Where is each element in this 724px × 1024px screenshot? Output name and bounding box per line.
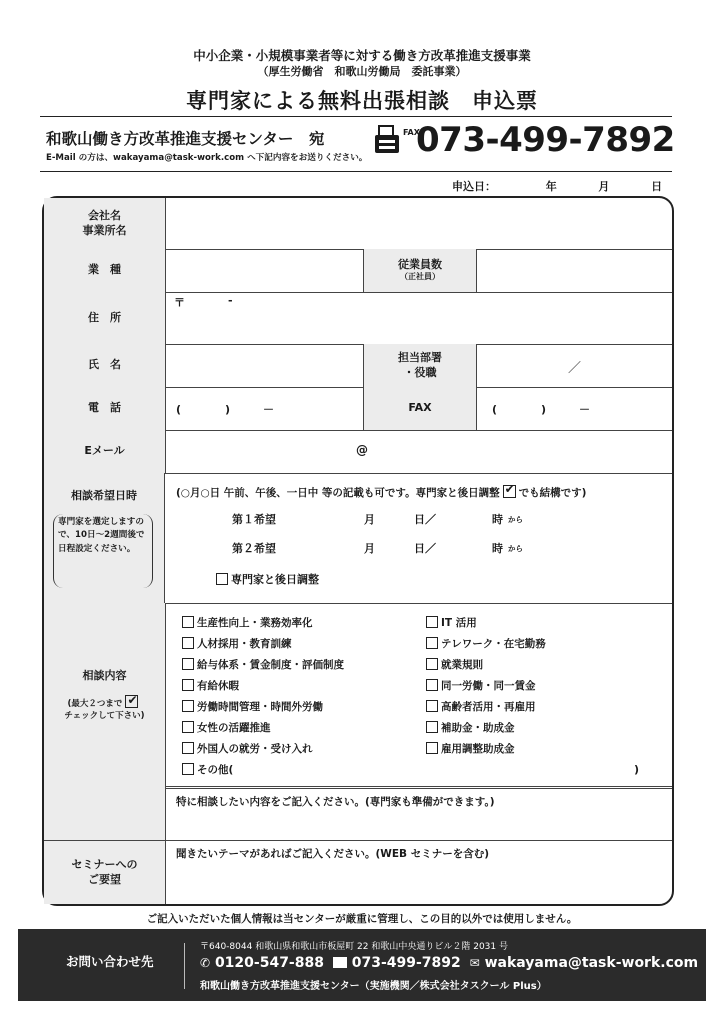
industry-label bbox=[44, 249, 166, 292]
topic-label: 同一労働・同一賃金 bbox=[441, 680, 536, 692]
checkbox-icon bbox=[182, 679, 194, 691]
topic-label: 人材採用・教育訓練 bbox=[197, 638, 292, 650]
footer-divider bbox=[184, 943, 185, 989]
checkbox-icon bbox=[426, 700, 438, 712]
topic-label: その他( bbox=[197, 764, 234, 776]
employees-label bbox=[363, 249, 477, 292]
topics-note-text: (最大２つまで bbox=[67, 699, 123, 710]
schedule-field bbox=[166, 473, 672, 603]
address-label bbox=[44, 292, 166, 344]
topics-note-2: チェックして下さい) bbox=[64, 710, 145, 721]
topic-checkbox[interactable] bbox=[426, 636, 546, 651]
employees-label-sub: （正社員） bbox=[400, 272, 440, 282]
choice1-hour: 時 bbox=[492, 513, 503, 526]
application-date bbox=[452, 178, 662, 194]
topic-label: IT 活用 bbox=[441, 617, 477, 629]
name-field[interactable] bbox=[166, 344, 363, 387]
topic-label: 給与体系・賃金制度・評価制度 bbox=[197, 659, 344, 671]
special-request-prompt: 特に相談したい内容をご記入ください。(専門家も準備ができます。) bbox=[176, 796, 495, 808]
mail-icon: ✉ bbox=[469, 956, 480, 970]
dept-label bbox=[363, 344, 477, 387]
date-year: 年 bbox=[545, 180, 557, 193]
schedule-label bbox=[44, 473, 165, 603]
company-row bbox=[44, 198, 672, 250]
dept-slash: ／ bbox=[568, 361, 582, 376]
fax-format: ( ) － bbox=[492, 403, 591, 416]
topic-checkbox[interactable] bbox=[426, 615, 477, 630]
phone-format: ( ) － bbox=[176, 403, 275, 416]
checkbox-icon bbox=[426, 658, 438, 670]
company-label-line2: 事業所名 bbox=[82, 223, 127, 237]
topic-label: 高齢者活用・再雇用 bbox=[441, 701, 536, 713]
employees-field[interactable] bbox=[476, 249, 672, 292]
topic-label: 女性の活躍推進 bbox=[197, 722, 271, 734]
topic-label: 雇用調整助成金 bbox=[441, 743, 515, 755]
topic-label: 補助金・助成金 bbox=[441, 722, 515, 734]
topics-row bbox=[44, 603, 672, 808]
seminar-row bbox=[44, 841, 672, 904]
postal-dash: - bbox=[228, 294, 233, 307]
choice1-month: 月 bbox=[364, 513, 375, 526]
fax-machine-icon bbox=[374, 124, 420, 158]
topic-checkbox[interactable] bbox=[182, 678, 239, 693]
checkbox-icon bbox=[182, 658, 194, 670]
industry-label-text: 業 種 bbox=[88, 263, 121, 277]
topic-checkbox[interactable] bbox=[426, 699, 536, 714]
topic-label: 外国人の就労・受け入れ bbox=[197, 743, 313, 755]
fax-number: 073-499-7892 bbox=[416, 120, 675, 160]
checkbox-icon bbox=[182, 637, 194, 649]
choice1-label: 第１希望 bbox=[232, 513, 276, 526]
choice2-hour: 時 bbox=[492, 542, 503, 555]
topics-label-text: 相談内容 bbox=[82, 668, 127, 682]
topic-checkbox[interactable] bbox=[426, 678, 536, 693]
seminar-label-line2: ご要望 bbox=[88, 872, 121, 886]
fax-icon bbox=[333, 957, 347, 968]
contact-label: お問い合わせ先 bbox=[66, 954, 154, 969]
address-row bbox=[44, 292, 672, 345]
header-rule bbox=[40, 116, 672, 117]
checkbox-icon bbox=[182, 763, 194, 775]
header-rule-bottom bbox=[40, 171, 672, 172]
adjust-later-checkbox[interactable] bbox=[216, 571, 319, 587]
topic-label: 就業規則 bbox=[441, 659, 483, 671]
industry-row bbox=[44, 249, 672, 293]
address-field[interactable] bbox=[166, 292, 672, 344]
name-row bbox=[44, 344, 672, 388]
checkbox-icon bbox=[426, 679, 438, 691]
checkbox-icon bbox=[426, 616, 438, 628]
email-field[interactable] bbox=[166, 430, 672, 473]
dept-label-line2: ・役職 bbox=[403, 365, 437, 379]
footer-address: 〒640-8044 和歌山県和歌山市板屋町 22 和歌山中央通りビル２階 2031 号 bbox=[200, 942, 508, 952]
seminar-field[interactable] bbox=[166, 841, 672, 904]
other-close: ) bbox=[634, 763, 640, 776]
schedule-label-text: 相談希望日時 bbox=[71, 489, 137, 502]
topic-label: 労働時間管理・時間外労働 bbox=[197, 701, 323, 713]
date-day: 日 bbox=[651, 180, 663, 193]
application-form bbox=[42, 196, 674, 906]
choice2-label: 第２希望 bbox=[232, 542, 276, 555]
schedule-instruction bbox=[176, 485, 586, 500]
choice1-from: から bbox=[508, 515, 523, 524]
choice2-month: 月 bbox=[364, 542, 375, 555]
email-row bbox=[44, 430, 672, 474]
fax-field[interactable] bbox=[476, 387, 672, 430]
employees-label-text: 従業員数 bbox=[398, 258, 442, 272]
company-label bbox=[44, 198, 166, 249]
checkbox-icon bbox=[182, 700, 194, 712]
phone-label-text: 電 話 bbox=[88, 401, 121, 415]
topic-label: 有給休暇 bbox=[197, 680, 239, 692]
phone-field[interactable] bbox=[166, 387, 363, 430]
postal-mark: 〒 bbox=[174, 296, 185, 309]
checkbox-icon bbox=[182, 616, 194, 628]
topic-label: テレワーク・在宅勤務 bbox=[441, 638, 546, 650]
choice2-from: から bbox=[508, 544, 523, 553]
adjust-later-label: 専門家と後日調整 bbox=[231, 573, 319, 586]
page-title: 専門家による無料出張相談 申込票 bbox=[186, 89, 538, 113]
header-subtitle-2: （厚生労働省 和歌山労働局 委託事業） bbox=[257, 65, 467, 78]
schedule-instruction-text: (○月○日 午前、午後、一日中 等の記載も可です。専門家と後日調整 bbox=[176, 487, 500, 499]
name-label-text: 氏 名 bbox=[88, 358, 121, 372]
checkbox-icon bbox=[426, 742, 438, 754]
footer-contacts bbox=[200, 955, 698, 971]
topic-checkbox[interactable] bbox=[182, 762, 233, 777]
checked-box-icon bbox=[125, 695, 138, 708]
footer-email[interactable]: wakayama@task-work.com bbox=[484, 955, 699, 971]
checkbox-icon bbox=[182, 742, 194, 754]
date-label: 申込日： bbox=[452, 180, 496, 193]
email-label bbox=[44, 430, 166, 473]
privacy-note: ご記入いただいた個人情報は当センターが厳重に管理し、この目的以外では使用しません。 bbox=[146, 913, 578, 925]
center-name: 和歌山働き方改革推進支援センター 宛 bbox=[46, 130, 325, 148]
topic-checkbox[interactable] bbox=[426, 657, 483, 672]
topic-checkbox[interactable] bbox=[182, 741, 313, 756]
dept-label-line1: 担当部署 bbox=[398, 351, 442, 365]
at-mark: @ bbox=[356, 443, 368, 457]
seminar-label-line1: セミナーへの bbox=[71, 857, 138, 871]
checkbox-icon bbox=[216, 573, 228, 585]
company-label-line1: 会社名 bbox=[88, 208, 121, 222]
topic-checkbox[interactable] bbox=[426, 720, 515, 735]
topic-checkbox[interactable] bbox=[182, 657, 344, 672]
topic-checkbox[interactable] bbox=[182, 615, 313, 630]
header-subtitle-1: 中小企業・小規模事業者等に対する働き方改革推進支援事業 bbox=[193, 48, 531, 63]
topics-note-1 bbox=[68, 695, 142, 710]
choice2-day: 日／ bbox=[414, 542, 436, 555]
industry-field[interactable] bbox=[166, 249, 363, 292]
phone-row bbox=[44, 387, 672, 431]
svg-text:FAX: FAX bbox=[403, 128, 420, 137]
footer-fax-number[interactable]: 073-499-7892 bbox=[351, 955, 461, 971]
choice1-day: 日／ bbox=[414, 513, 436, 526]
contact-footer bbox=[18, 929, 706, 1001]
topic-checkbox[interactable] bbox=[182, 720, 271, 735]
schedule-note: 専門家を選定しますので、10日～2週間後で日程設定ください。 bbox=[53, 514, 153, 588]
company-field[interactable] bbox=[166, 198, 672, 249]
email-label-text: Eメール bbox=[84, 444, 125, 458]
dept-field[interactable] bbox=[476, 344, 672, 387]
topic-checkbox[interactable] bbox=[426, 741, 515, 756]
checked-box-icon bbox=[503, 485, 516, 498]
topic-checkbox[interactable] bbox=[182, 699, 323, 714]
fax-label bbox=[363, 387, 477, 430]
name-label bbox=[44, 344, 166, 387]
topic-checkbox[interactable] bbox=[182, 636, 292, 651]
schedule-instruction-text-2: でも結構です) bbox=[518, 487, 587, 499]
checkbox-icon bbox=[426, 721, 438, 733]
special-request-field[interactable] bbox=[166, 786, 672, 842]
phone-label bbox=[44, 387, 166, 430]
freedial-number[interactable]: 0120-547-888 bbox=[214, 955, 324, 971]
address-label-text: 住 所 bbox=[88, 310, 121, 324]
phone-icon: ✆ bbox=[200, 956, 211, 970]
email-note: E-Mail の方は、wakayama@task-work.com へ下記内容をお送りください。 bbox=[46, 153, 368, 163]
checkbox-icon bbox=[182, 721, 194, 733]
date-month: 月 bbox=[598, 180, 610, 193]
topics-label-extension bbox=[44, 788, 166, 840]
seminar-prompt: 聞きたいテーマがあればご記入ください。(WEB セミナーを含む) bbox=[176, 848, 490, 860]
fax-label-text: FAX bbox=[408, 401, 432, 415]
schedule-row bbox=[44, 473, 672, 604]
topic-label: 生産性向上・業務効率化 bbox=[197, 617, 313, 629]
checkbox-icon bbox=[426, 637, 438, 649]
footer-organization: 和歌山働き方改革推進支援センター（実施機関／株式会社タスクール Plus） bbox=[200, 981, 547, 992]
topics-label bbox=[44, 603, 166, 788]
seminar-label bbox=[44, 841, 166, 904]
